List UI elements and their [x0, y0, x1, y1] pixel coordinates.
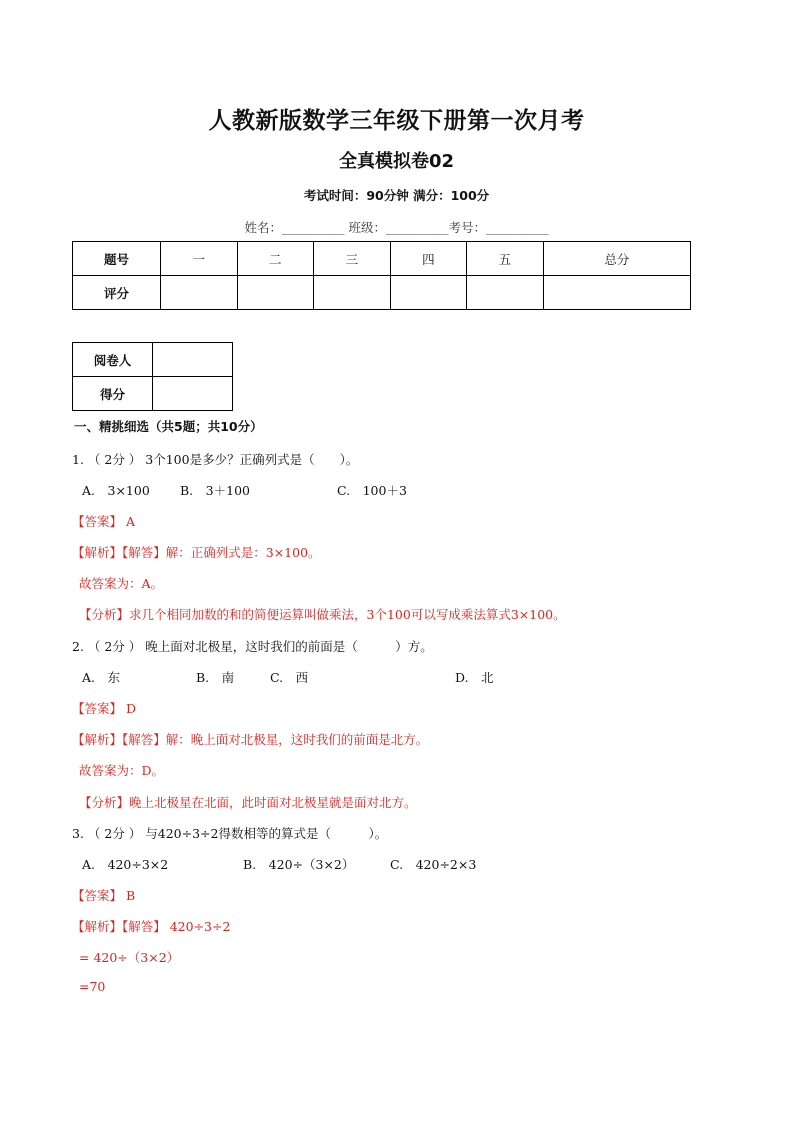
analysis: 【解析】【解答】 420÷3÷2	[72, 919, 231, 934]
option: A. 420÷3×2	[82, 857, 169, 872]
score-table-col: 总分	[543, 242, 690, 276]
conclusion: 故答案为：A。	[79, 576, 164, 591]
score-cell[interactable]	[390, 276, 467, 310]
answer: 【答案】 B	[72, 888, 136, 903]
reviewer-score-label: 得分	[73, 377, 153, 411]
answer: 【答案】 D	[72, 701, 136, 716]
calculation-step: = 420÷（3×2）	[79, 950, 180, 965]
score-table	[72, 241, 691, 310]
score-cell[interactable]	[314, 276, 391, 310]
reviewer-score-cell[interactable]	[153, 377, 233, 411]
conclusion: 故答案为：D。	[79, 763, 165, 778]
option: C. 100＋3	[337, 483, 407, 498]
student-info: 姓名：__________ 班级：__________考号：__________	[244, 220, 549, 235]
score-table-col: 四	[390, 242, 467, 276]
score-cell[interactable]	[237, 276, 314, 310]
analysis: 【解析】【解答】解：正确列式是：3×100。	[72, 545, 321, 560]
question-stem: 2. （ 2分 ） 晚上面对北极星，这时我们的前面是（ ）方。	[72, 639, 433, 654]
option: C. 西	[270, 670, 309, 685]
question-stem: 1. （ 2分 ） 3个100是多少？正确列式是（ ）。	[72, 452, 359, 467]
score-cell[interactable]	[161, 276, 238, 310]
reviewer-label: 阅卷人	[73, 343, 153, 377]
option: D. 北	[455, 670, 494, 685]
option: B. 南	[196, 670, 235, 685]
page-subtitle: 全真模拟卷02	[338, 151, 455, 172]
score-cell[interactable]	[467, 276, 544, 310]
score-cell[interactable]	[543, 276, 690, 310]
question-stem: 3. （ 2分 ） 与420÷3÷2得数相等的算式是（ ）。	[72, 826, 388, 841]
exam-info: 考试时间：90分钟 满分：100分	[303, 188, 490, 203]
explanation: 【分析】求几个相同加数的和的简便运算叫做乘法，3个100可以写成乘法算式3×100。	[79, 607, 566, 622]
score-table-col: 一	[161, 242, 238, 276]
page-title: 人教新版数学三年级下册第一次月考	[208, 108, 585, 134]
score-table-col: 三	[314, 242, 391, 276]
score-table-header-row	[73, 242, 691, 276]
answer: 【答案】 A	[72, 514, 136, 529]
score-table-col: 二	[237, 242, 314, 276]
score-table-score-row	[73, 276, 691, 310]
option: A. 3×100	[82, 483, 150, 498]
section-title: 一、精挑细选（共5题；共10分）	[74, 419, 263, 434]
option: B. 3＋100	[180, 483, 250, 498]
explanation: 【分析】晚上北极星在北面，此时面对北极星就是面对北方。	[79, 795, 417, 810]
score-table-col: 五	[467, 242, 544, 276]
option: B. 420÷（3×2）	[243, 857, 355, 872]
calculation-step: =70	[79, 979, 106, 994]
option: A. 东	[82, 670, 121, 685]
analysis: 【解析】【解答】解：晚上面对北极星，这时我们的前面是北方。	[72, 732, 429, 747]
reviewer-cell[interactable]	[153, 343, 233, 377]
score-table-row-label: 题号	[73, 242, 161, 276]
score-table-row-label: 评分	[73, 276, 161, 310]
option: C. 420÷2×3	[390, 857, 477, 872]
reviewer-table	[72, 342, 233, 411]
